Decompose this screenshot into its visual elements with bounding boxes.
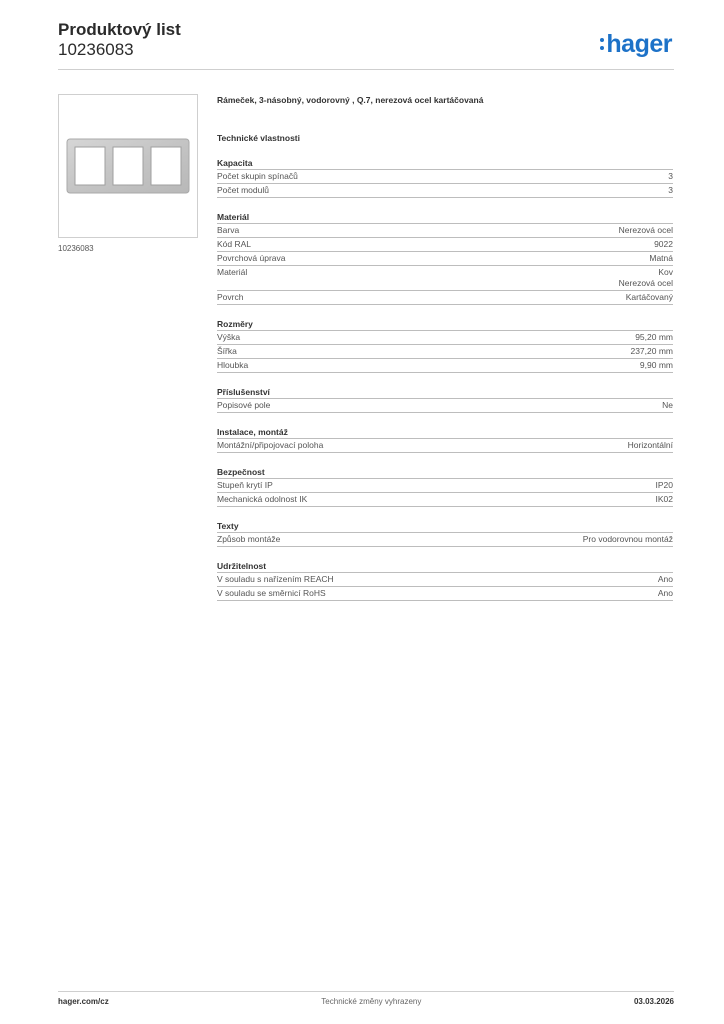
footer-website: hager.com/cz	[58, 997, 109, 1006]
property-section	[217, 426, 673, 453]
property-label: V souladu se směrnicí RoHS	[217, 588, 326, 598]
property-label: Popisové pole	[217, 400, 271, 410]
footer-date: 03.03.2026	[633, 997, 674, 1006]
property-value	[662, 400, 673, 411]
property-value-line: Ne	[662, 400, 673, 410]
image-caption: 10236083	[58, 244, 94, 253]
property-value-line: 3	[668, 185, 673, 195]
section-title: Příslušenství	[217, 386, 673, 399]
product-number: 10236083	[58, 40, 134, 59]
property-section	[217, 386, 673, 413]
property-value	[656, 480, 674, 491]
property-label: Mechanická odolnost IK	[217, 494, 308, 504]
property-value-line: Ano	[657, 588, 673, 598]
property-label: Kód RAL	[217, 239, 252, 249]
property-value-line: 3	[668, 171, 673, 181]
property-value-line: Nerezová ocel	[618, 278, 673, 288]
property-value-line: 9,90 mm	[639, 360, 673, 370]
technical-properties-heading: Technické vlastnosti	[217, 133, 300, 143]
property-label: Montážní/připojovací poloha	[217, 440, 324, 450]
property-value-line: 95,20 mm	[635, 332, 673, 342]
page-header	[58, 20, 674, 70]
property-value-line: Pro vodorovnou montáž	[582, 534, 673, 544]
property-row	[217, 345, 673, 359]
property-row	[217, 399, 673, 413]
property-row	[217, 479, 673, 493]
property-value-line: 9022	[654, 239, 673, 249]
page-footer	[58, 997, 674, 1006]
property-label: Materiál	[217, 267, 248, 277]
property-row	[217, 587, 673, 601]
frame-image-icon	[66, 138, 190, 194]
property-section	[217, 211, 673, 305]
property-label: Šířka	[217, 346, 237, 356]
logo-dot	[600, 46, 604, 50]
logo-dot	[600, 38, 604, 42]
property-row	[217, 439, 673, 453]
property-value-line: Nerezová ocel	[618, 225, 673, 235]
property-row	[217, 291, 673, 305]
property-row	[217, 359, 673, 373]
properties-list	[217, 157, 673, 601]
property-label: Počet modulů	[217, 185, 269, 195]
property-value	[626, 292, 673, 303]
property-label: Stupeň krytí IP	[217, 480, 273, 490]
property-value	[630, 346, 673, 357]
section-title: Bezpečnost	[217, 466, 673, 479]
property-label: Výška	[217, 332, 241, 342]
footer-divider	[58, 991, 674, 992]
section-title: Kapacita	[217, 157, 673, 170]
property-row	[217, 533, 673, 547]
property-row	[217, 331, 673, 345]
product-title: Rámeček, 3-násobný, vodorovný , Q.7, nerezová ocel kartáčovaná	[217, 95, 484, 105]
property-value-line: Ano	[657, 574, 673, 584]
property-value	[649, 253, 673, 264]
header-divider	[58, 69, 674, 70]
property-section	[217, 466, 673, 507]
property-section	[217, 157, 673, 198]
property-value	[658, 574, 673, 585]
section-title: Texty	[217, 520, 673, 533]
property-row	[217, 252, 673, 266]
property-section	[217, 560, 673, 601]
property-row	[217, 493, 673, 507]
property-label: Povrchová úprava	[217, 253, 286, 263]
property-row	[217, 266, 673, 291]
property-label: Počet skupin spínačů	[217, 171, 298, 181]
property-row	[217, 573, 673, 587]
section-title: Materiál	[217, 211, 673, 224]
property-value	[619, 267, 673, 289]
property-value-line: Horizontální	[627, 440, 673, 450]
property-value	[668, 185, 673, 196]
property-value	[656, 494, 674, 505]
footer-note: Technické změny vyhrazeny	[321, 997, 422, 1006]
property-label: Způsob montáže	[217, 534, 281, 544]
property-label: Hloubka	[217, 360, 249, 370]
logo-dots-icon	[600, 36, 604, 52]
property-section	[217, 520, 673, 547]
property-value-line: 237,20 mm	[630, 346, 673, 356]
property-value-line: IK02	[655, 494, 673, 504]
property-label: Povrch	[217, 292, 244, 302]
property-value	[654, 239, 673, 250]
property-value-line: Kov	[658, 267, 673, 277]
property-row	[217, 170, 673, 184]
logo-text: hager	[606, 30, 672, 58]
property-value	[619, 225, 673, 236]
document-title: Produktový list	[58, 20, 181, 39]
section-title: Instalace, montáž	[217, 426, 673, 439]
product-details	[217, 94, 673, 601]
property-value	[668, 171, 673, 182]
property-value	[658, 588, 673, 599]
property-value	[640, 360, 673, 371]
property-value	[583, 534, 673, 545]
hager-logo	[600, 30, 672, 58]
property-row	[217, 184, 673, 198]
property-row	[217, 238, 673, 252]
property-label: Barva	[217, 225, 240, 235]
section-title: Rozměry	[217, 318, 673, 331]
property-value	[628, 440, 673, 451]
property-value	[635, 332, 673, 343]
property-row	[217, 224, 673, 238]
property-value-line: Kartáčovaný	[625, 292, 673, 302]
property-value-line: IP20	[655, 480, 673, 490]
product-image	[58, 94, 198, 238]
property-value-line: Matná	[649, 253, 673, 263]
section-title: Udržitelnost	[217, 560, 673, 573]
property-section	[217, 318, 673, 373]
property-label: V souladu s nařízením REACH	[217, 574, 334, 584]
